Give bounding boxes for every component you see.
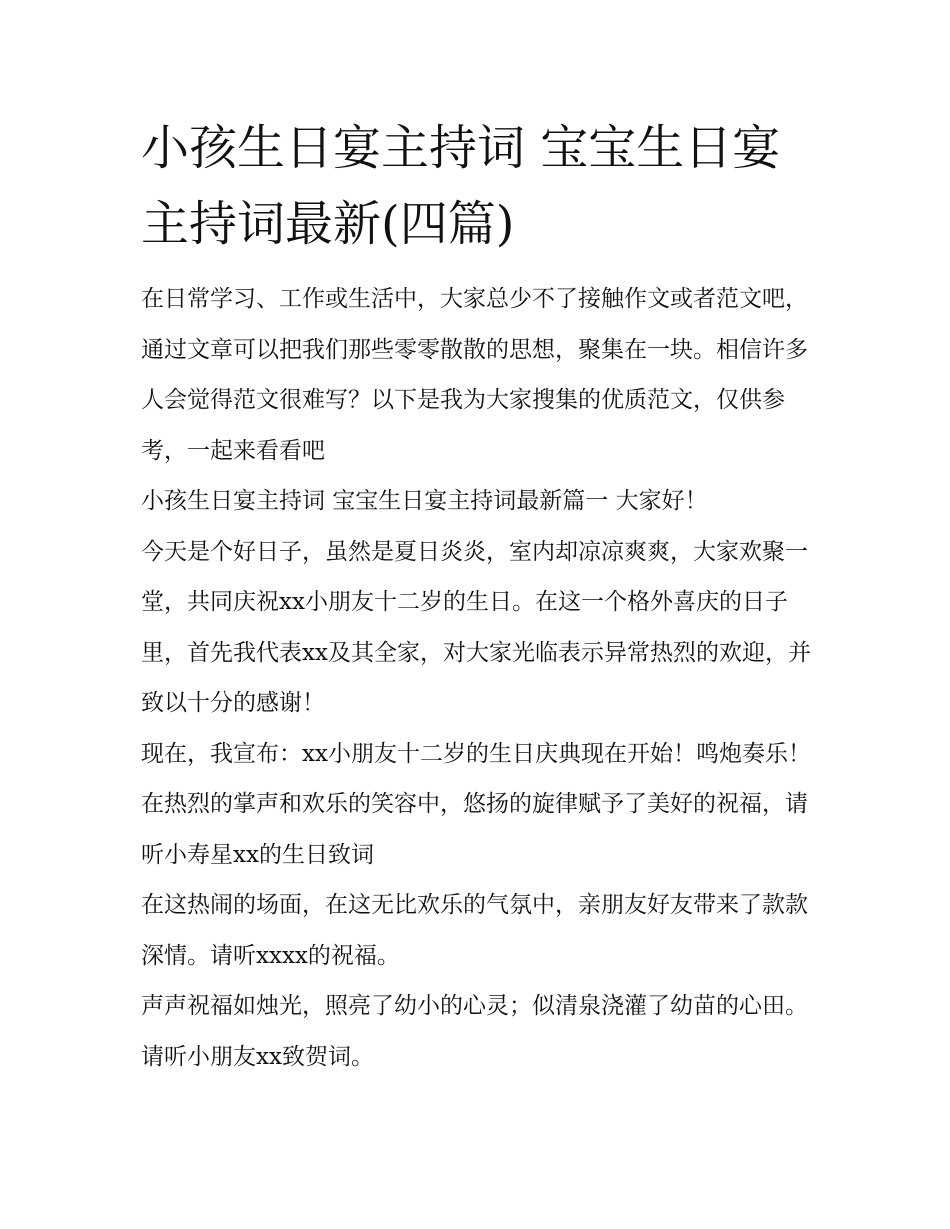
paragraph-greeting: 今天是个好日子，虽然是夏日炎炎，室内却凉凉爽爽，大家欢聚一堂，共同庆祝xx小朋友十二岁的生日。在这一个格外喜庆的日子里，首先我代表xx及其全家，对大家光临表示异常热烈的欢迎，并致以十分的感谢！ [141, 538, 811, 716]
paragraph-announcement: 现在，我宣布：xx小朋友十二岁的生日庆典现在开始！鸣炮奏乐！ 在热烈的掌声和欢乐的笑容中，悠扬的旋律赋予了美好的祝福，请听小寿星xx的生日致词 [141, 740, 811, 868]
paragraph-intro: 在日常学习、工作或生活中，大家总少不了接触作文或者范文吧，通过文章可以把我们那些零零散散的思想，聚集在一块。相信许多人会觉得范文很难写？以下是我为大家搜集的优质范文，仅供参考，一起来看看吧 [141, 286, 808, 464]
paragraph-section-heading: 小孩生日宴主持词 宝宝生日宴主持词最新篇一 大家好！ [141, 488, 708, 514]
paragraph-blessing: 在这热闹的场面，在这无比欢乐的气氛中，亲朋友好友带来了款款深情。请听xxxx的祝福。 [141, 892, 808, 969]
document-title: 小孩生日宴主持词 宝宝生日宴主持词最新(四篇) [141, 120, 781, 252]
document-body [141, 274, 816, 1082]
document-page [141, 110, 816, 1082]
paragraph-congratulation: 声声祝福如烛光，照亮了幼小的心灵；似清泉浇灌了幼苗的心田。请听小朋友xx致贺词。 [141, 993, 808, 1070]
